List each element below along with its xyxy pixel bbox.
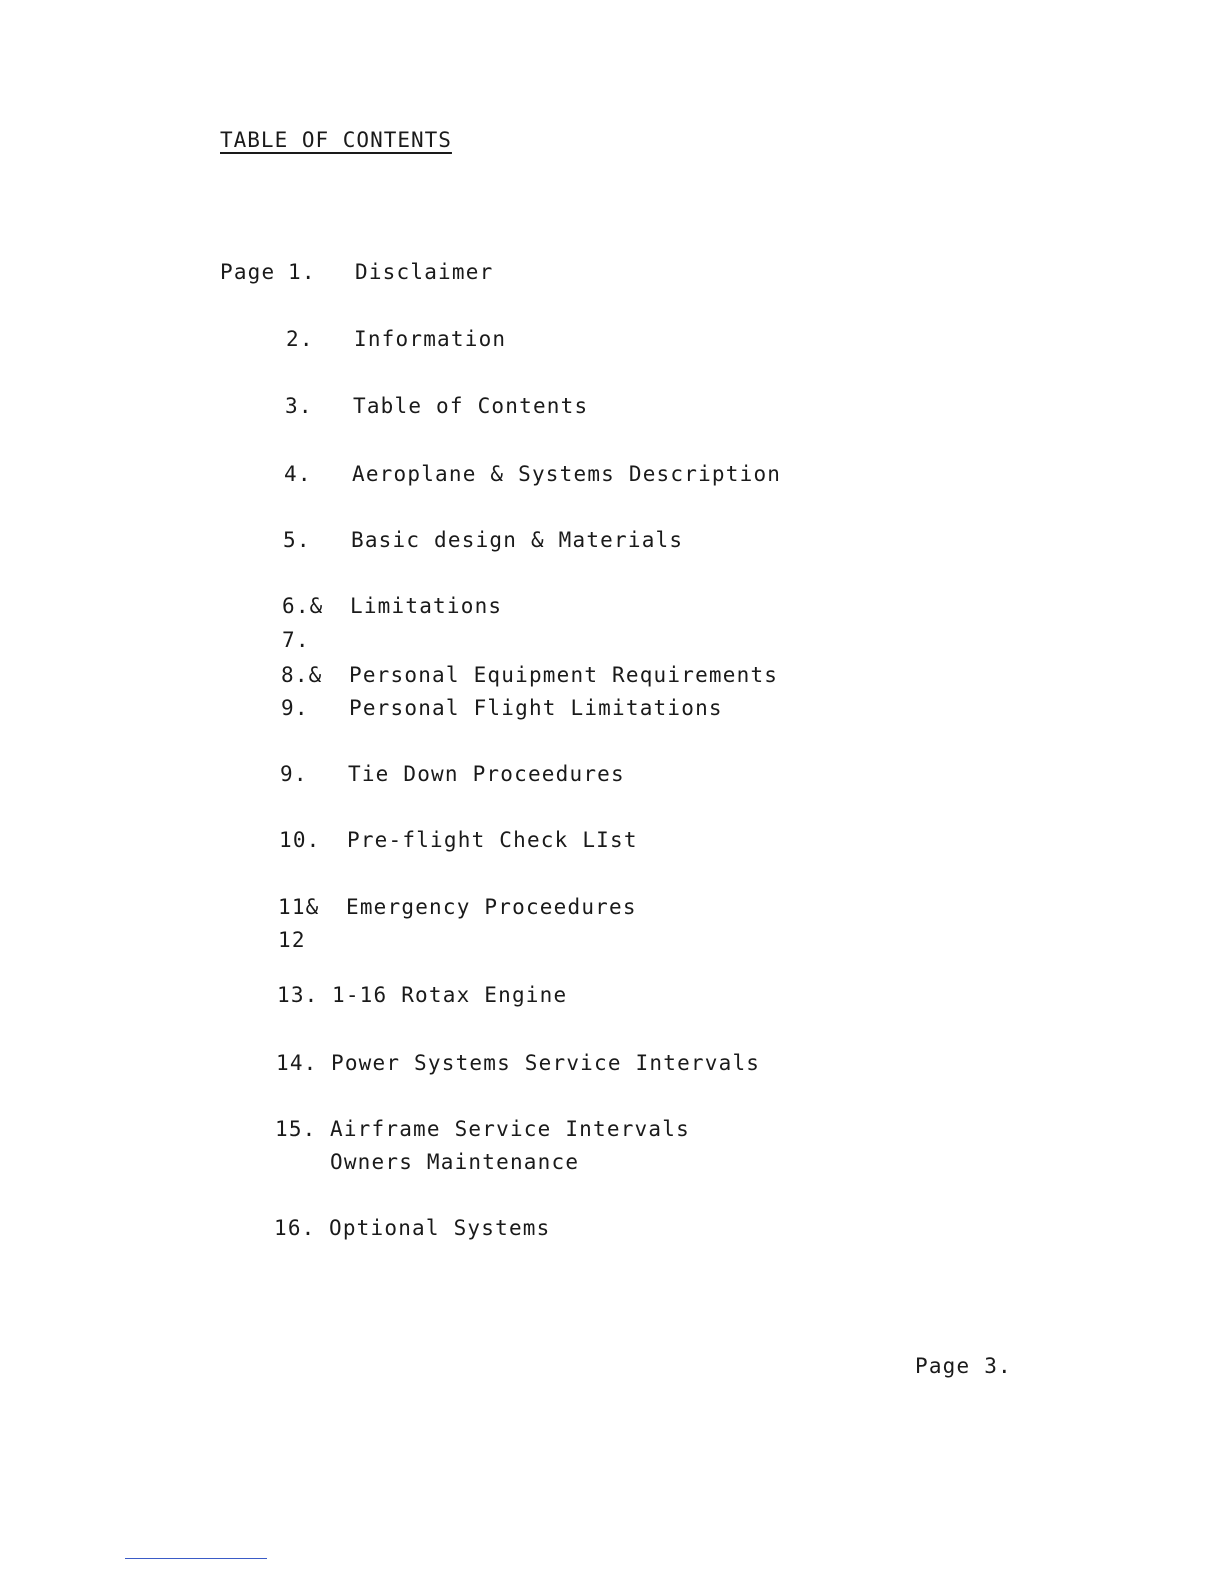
toc-entry-number: 11& [278, 895, 320, 919]
toc-entry-title: Aeroplane & Systems Description [352, 462, 782, 486]
toc-heading: TABLE OF CONTENTS [220, 128, 452, 152]
toc-entry-title: Disclaimer [355, 260, 494, 284]
toc-entry-number: 1. [288, 260, 316, 284]
toc-entry-title: Information [354, 327, 507, 351]
toc-entry-number: 4. [284, 462, 312, 486]
toc-entry-number: 5. [283, 528, 311, 552]
toc-entry-number: 13. [277, 983, 319, 1007]
toc-entry-number: 10. [279, 828, 321, 852]
toc-entry-title: Airframe Service Intervals [330, 1117, 690, 1141]
toc-entry-title: Basic design & Materials [351, 528, 684, 552]
toc-entry-number: 9. [281, 696, 309, 720]
toc-entry-number: 15. [275, 1117, 317, 1141]
toc-entry-title: Tie Down Proceedures [348, 762, 625, 786]
toc-entry-title: Table of Contents [353, 394, 589, 418]
toc-entry-title: Pre-flight Check LIst [347, 828, 638, 852]
toc-entry-title: Emergency Proceedures [346, 895, 637, 919]
toc-entry-number: 7. [282, 628, 310, 652]
edge-artifact-line [125, 1558, 267, 1559]
toc-entry-number: 2. [286, 327, 314, 351]
toc-entry-title: Owners Maintenance [330, 1150, 580, 1174]
toc-entry-number: 8.& [281, 663, 323, 687]
toc-entry-title: Power Systems Service Intervals [331, 1051, 761, 1075]
toc-entry-title: Personal Flight Limitations [349, 696, 723, 720]
toc-entry-title: Optional Systems [329, 1216, 551, 1240]
page-prefix: Page [220, 260, 276, 284]
toc-entry-number: 16. [274, 1216, 316, 1240]
toc-entry-title: Limitations [350, 594, 503, 618]
toc-entry-number: 14. [276, 1051, 318, 1075]
toc-entry-title: Personal Equipment Requirements [349, 663, 779, 687]
toc-entry-number: 6.& [282, 594, 324, 618]
toc-entry-number: 3. [285, 394, 313, 418]
toc-entry-number: 12 [278, 928, 306, 952]
toc-entry-number: 9. [280, 762, 308, 786]
toc-entry-title: 1-16 Rotax Engine [332, 983, 568, 1007]
page-number-footer: Page 3. [915, 1354, 1012, 1378]
